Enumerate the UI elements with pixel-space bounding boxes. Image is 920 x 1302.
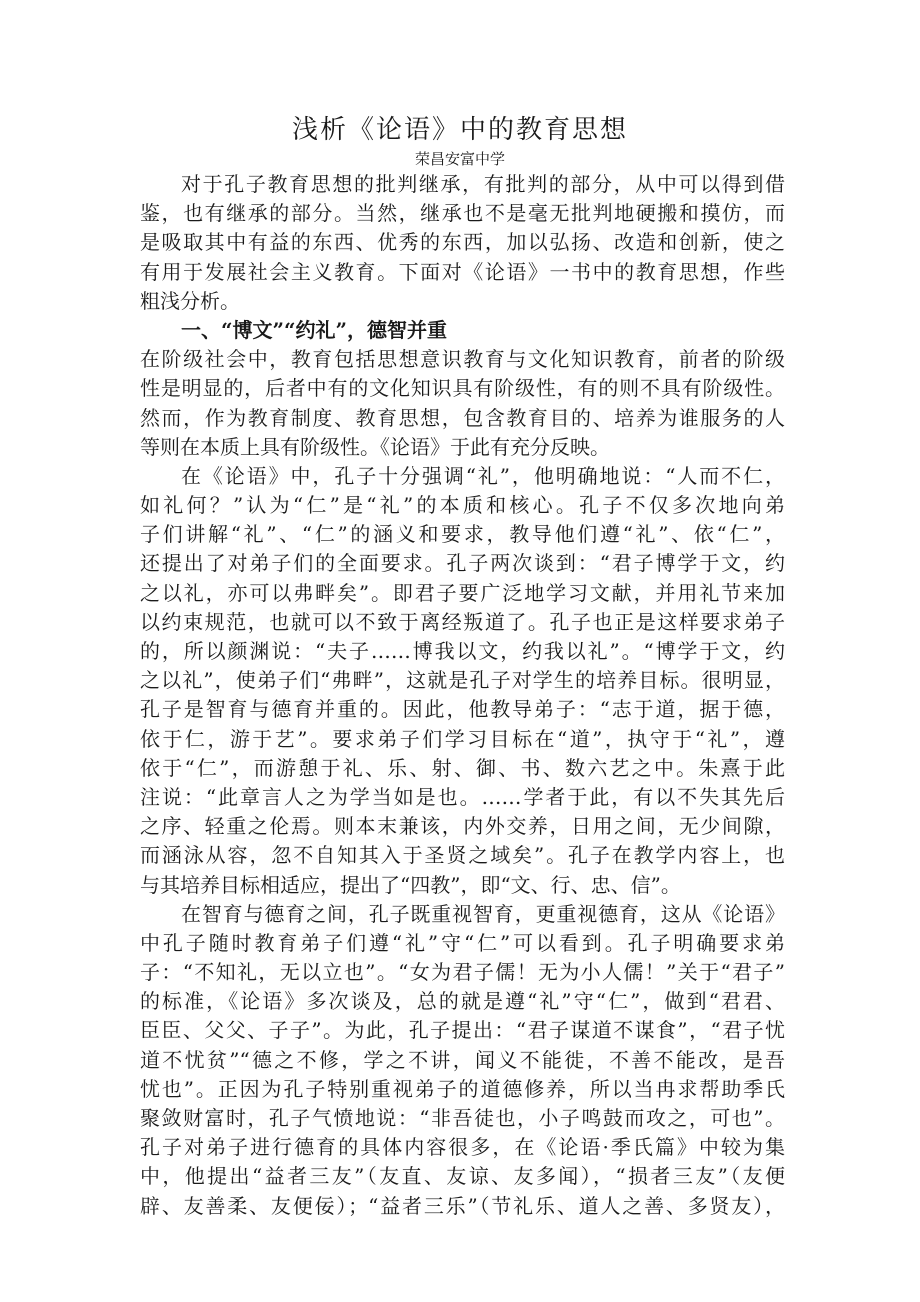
text-line: 依于仁，游于艺”。要求弟子们学习目标在“道”，执守于“礼”，遵 xyxy=(140,726,785,751)
text-line: 中，他提出“益者三友”（友直、友谅、友多闻），“损者三友”（友便 xyxy=(140,1164,785,1189)
text-line: 道不忧贫”“德之不修，学之不讲，闻义不能徙，不善不能改，是吾 xyxy=(140,1047,785,1072)
text-line: 忧也”。正因为孔子特别重视弟子的道德修养，所以当冉求帮助季氏 xyxy=(140,1076,785,1101)
document-author: 荣昌安富中学 xyxy=(414,150,505,168)
text-line: 性是明显的，后者中有的文化知识具有阶级性，有的则不具有阶级性。 xyxy=(140,376,785,401)
paragraph-last-line: 与其培养目标相适应，提出了“四教”，即“文、行、忠、信”。 xyxy=(140,872,681,897)
text-line: 依于“仁”，而游憩于礼、乐、射、御、书、数六艺之中。朱熹于此 xyxy=(140,755,785,780)
text-line: 如礼何？”认为“仁”是“礼”的本质和核心。孔子不仅多次地向弟 xyxy=(140,493,785,518)
document-body xyxy=(140,170,785,1221)
text-line: 聚敛财富时，孔子气愤地说：“非吾徒也，小子鸣鼓而攻之，可也”。 xyxy=(140,1106,785,1130)
text-line: 然而，作为教育制度、教育思想，包含教育目的、培养为谁服务的人 xyxy=(140,405,785,430)
text-line: 而涵泳从容，忽不自知其入于圣贤之域矣”。孔子在教学内容上，也 xyxy=(140,843,785,868)
document-title: 浅析《论语》中的教育思想 xyxy=(291,115,628,145)
paragraph-last-line: 粗浅分析。 xyxy=(140,288,240,313)
text-line: 是吸取其中有益的东西、优秀的东西，加以弘扬、改造和创新，使之 xyxy=(140,230,785,255)
text-line: 子：“不知礼，无以立也”。“女为君子儒！无为小人儒！”关于“君子” xyxy=(140,960,785,985)
text-line: 以约束规范，也就可以不致于离经叛道了。孔子也正是这样要求弟子 xyxy=(140,609,785,634)
text-line: 之序、轻重之伦焉。则本末兼该，内外交养，日用之间，无少间隙， xyxy=(140,814,785,839)
text-line: 孔子对弟子进行德育的具体内容很多，在《论语·季氏篇》中较为集 xyxy=(140,1135,785,1160)
text-line: 鉴，也有继承的部分。当然，继承也不是毫无批判地硬搬和摸仿，而 xyxy=(140,201,785,226)
text-line: 在阶级社会中，教育包括思想意识教育与文化知识教育，前者的阶级 xyxy=(140,347,785,372)
text-line: 孔子是智育与德育并重的。因此，他教导弟子：“志于道，据于德， xyxy=(140,697,785,722)
text-line: 之以礼”，使弟子们“弗畔”，这就是孔子对学生的培养目标。很明显， xyxy=(140,668,785,693)
text-line: 辟、友善柔、友便佞）；“益者三乐”（节礼乐、道人之善、多贤友）， xyxy=(140,1193,785,1218)
text-line: 子们讲解“礼”、“仁”的涵义和要求，教导他们遵“礼”、依“仁”， xyxy=(140,522,785,547)
paragraph-first-line: 在《论语》中，孔子十分强调“礼”，他明确地说：“人而不仁， xyxy=(181,463,785,488)
text-line: 有用于发展社会主义教育。下面对《论语》一书中的教育思想，作些 xyxy=(140,259,785,284)
text-line: 的标准，《论语》多次谈及，总的就是遵“礼”守“仁”，做到“君君、 xyxy=(140,989,785,1014)
text-line: 的，所以颜渊说：“夫子……博我以文，约我以礼”。“博学于文，约 xyxy=(140,639,785,663)
text-line: 中孔子随时教育弟子们遵“礼”守“仁”可以看到。孔子明确要求弟 xyxy=(140,930,785,955)
paragraph-first-line: 对于孔子教育思想的批判继承，有批判的部分，从中可以得到借 xyxy=(181,172,785,196)
text-line: 还提出了对弟子们的全面要求。孔子两次谈到：“君子博学于文，约 xyxy=(140,551,785,576)
text-line: 之以礼，亦可以弗畔矣”。即君子要广泛地学习文献，并用礼节来加 xyxy=(140,580,785,605)
paragraph-first-line: 在智育与德育之间，孔子既重视智育，更重视德育，这从《论语》 xyxy=(181,901,785,926)
section-heading: 一、“博文”“约礼”，德智并重 xyxy=(181,317,448,342)
text-line: 臣臣、父父、子子”。为此，孔子提出：“君子谋道不谋食”，“君子忧 xyxy=(140,1018,785,1043)
text-line: 注说：“此章言人之为学当如是也。……学者于此，有以不失其先后 xyxy=(140,784,785,809)
paragraph-last-line: 等则在本质上具有阶级性。《论语》于此有充分反映。 xyxy=(140,434,610,459)
